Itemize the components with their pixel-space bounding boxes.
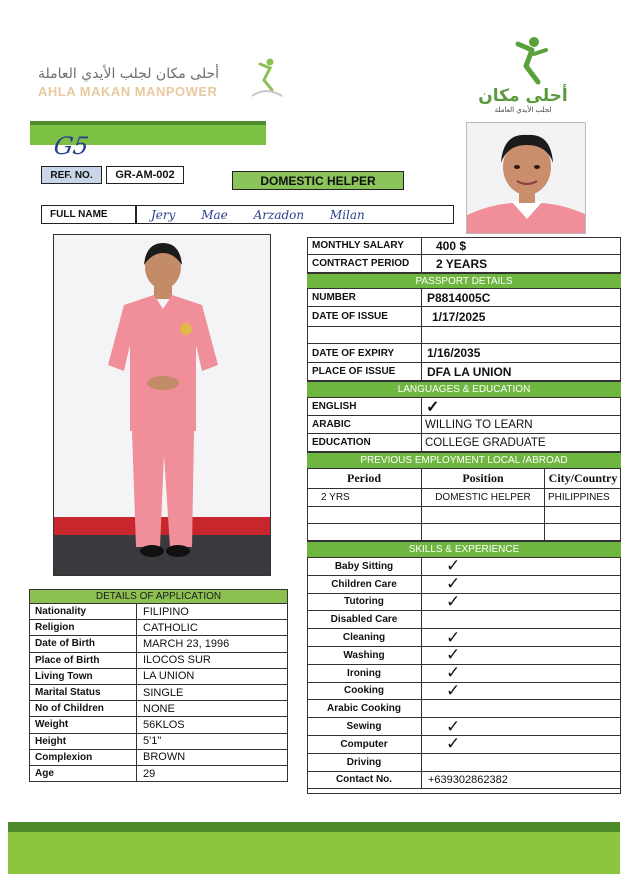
skill-row — [307, 736, 621, 754]
skill-row — [307, 772, 621, 790]
contract-label: CONTRACT PERIOD — [307, 255, 422, 272]
employment-row — [307, 489, 621, 507]
detail-label: Nationality — [30, 604, 137, 619]
skill-check-icon: ✓ — [446, 556, 461, 576]
skill-check-icon: ✓ — [446, 574, 461, 594]
salary-label: MONTHLY SALARY — [307, 237, 422, 254]
detail-label: Place of Birth — [30, 653, 137, 668]
arabic-label: ARABIC — [307, 416, 422, 433]
languages-section-header: LANGUAGES & EDUCATION — [307, 381, 621, 398]
full-name-label: FULL NAME — [41, 205, 136, 224]
blank-cell — [545, 524, 621, 540]
company-logo-small-icon — [246, 56, 286, 102]
salary-row — [307, 237, 621, 255]
detail-row — [29, 636, 288, 652]
detail-row — [29, 620, 288, 636]
skill-label: Contact No. — [307, 772, 422, 789]
country-header: City/Country — [548, 471, 618, 485]
blank-cell — [422, 507, 545, 523]
detail-value: NONE — [143, 702, 175, 715]
arabic-value: WILLING TO LEARN — [425, 418, 533, 431]
detail-row — [29, 653, 288, 669]
passport-number-row — [307, 289, 621, 307]
footer-band-stripe — [8, 822, 620, 832]
skill-row — [307, 665, 621, 683]
english-check-icon: ✓ — [426, 398, 440, 416]
detail-value: SINGLE — [143, 686, 184, 699]
skill-row — [307, 647, 621, 665]
detail-label: Weight — [30, 717, 137, 732]
skill-check-icon: ✓ — [446, 734, 461, 754]
detail-label: Date of Birth — [30, 636, 137, 651]
skill-check-icon — [422, 700, 621, 717]
contact-number-value: +639302862382 — [428, 773, 508, 786]
employment-row — [307, 507, 621, 524]
passport-number-label: NUMBER — [307, 289, 422, 306]
headshot-photo — [466, 122, 586, 234]
detail-value: LA UNION — [143, 670, 195, 683]
skill-check-icon: ✓ — [446, 645, 461, 665]
issue-date-row — [307, 307, 621, 327]
period-header: Period — [307, 469, 422, 488]
skill-label: Computer — [307, 736, 422, 753]
full-body-portrait-image — [54, 235, 271, 576]
detail-value: 5'1" — [143, 735, 162, 748]
blank-cell — [422, 524, 545, 540]
blank-cell — [545, 507, 621, 523]
skill-label: Arabic Cooking — [307, 700, 422, 717]
detail-value: FILIPINO — [143, 605, 189, 618]
skill-label: Disabled Care — [307, 611, 422, 628]
blank-row — [307, 327, 621, 344]
full-body-photo — [53, 234, 271, 576]
employment-position: DOMESTIC HELPER — [422, 489, 545, 506]
place-of-issue-value: DFA LA UNION — [427, 364, 512, 379]
employment-country: PHILIPPINES — [548, 492, 610, 503]
education-row — [307, 434, 621, 452]
ref-no-value: GR-AM-002 — [106, 166, 184, 184]
expiry-date-value: 1/16/2035 — [427, 346, 481, 360]
skill-label: Tutoring — [307, 594, 422, 611]
place-of-issue-row — [307, 363, 621, 381]
company-name-english: AHLA MAKAN MANPOWER — [38, 84, 218, 99]
skill-label: Washing — [307, 647, 422, 664]
detail-label: Complexion — [30, 750, 137, 765]
detail-value: BROWN — [143, 751, 186, 764]
skill-check-icon: ✓ — [446, 627, 461, 647]
detail-label: No of Children — [30, 701, 137, 716]
skills-section-header: SKILLS & EXPERIENCE — [307, 541, 621, 558]
employment-period: 2 YRS — [307, 489, 422, 506]
blank-cell — [307, 327, 422, 343]
skill-row — [307, 683, 621, 701]
skill-check-icon: ✓ — [446, 716, 461, 736]
detail-label: Height — [30, 734, 137, 749]
arabic-row — [307, 416, 621, 434]
blank-cell — [422, 327, 621, 343]
detail-value: MARCH 23, 1996 — [143, 637, 230, 650]
handwritten-code: G5 — [52, 132, 91, 160]
detail-row — [29, 701, 288, 717]
brand-name-arabic: أحلى مكان — [478, 86, 568, 106]
detail-label: Living Town — [30, 669, 137, 684]
contract-row — [307, 255, 621, 273]
detail-value: CATHOLIC — [143, 621, 198, 634]
employment-header-row — [307, 469, 621, 489]
passport-section-header: PASSPORT DETAILS — [307, 273, 621, 289]
detail-row — [29, 604, 288, 620]
skill-row — [307, 718, 621, 736]
detail-row — [29, 766, 288, 782]
skill-row — [307, 611, 621, 629]
ref-no-label: REF. NO. — [41, 166, 102, 184]
detail-label: Religion — [30, 620, 137, 635]
detail-value: 29 — [143, 767, 156, 780]
skill-row — [307, 629, 621, 647]
issue-date-label: DATE OF ISSUE — [307, 307, 422, 326]
detail-label: Age — [30, 766, 137, 781]
contract-value: 2 YEARS — [436, 256, 488, 271]
skill-label: Cooking — [307, 683, 422, 700]
expiry-date-label: DATE OF EXPIRY — [307, 344, 422, 362]
skill-label: Sewing — [307, 718, 422, 735]
detail-label: Marital Status — [30, 685, 137, 700]
detail-row — [29, 685, 288, 701]
skill-check-icon: ✓ — [446, 681, 461, 700]
skill-label: Baby Sitting — [307, 558, 422, 575]
brand-logo-figure-icon — [500, 34, 560, 88]
detail-value: ILOCOS SUR — [143, 654, 211, 667]
education-value: COLLEGE GRADUATE — [425, 436, 546, 449]
details-section-header: DETAILS OF APPLICATION — [29, 589, 288, 604]
skill-check-icon — [422, 611, 621, 628]
english-label: ENGLISH — [307, 398, 422, 415]
skill-row — [307, 558, 621, 576]
employment-row — [307, 524, 621, 541]
skill-row — [307, 700, 621, 718]
detail-row — [29, 669, 288, 685]
company-name-arabic: أحلى مكان لجلب الأيدي العاملة — [38, 66, 220, 82]
skill-check-icon: ✓ — [446, 663, 461, 683]
detail-value: 56KLOS — [143, 718, 185, 731]
skill-check-icon: ✓ — [446, 592, 461, 611]
skill-label: Ironing — [307, 665, 422, 682]
passport-number-value: P8814005C — [427, 290, 491, 305]
skill-check-icon — [422, 754, 621, 771]
skill-row — [307, 594, 621, 612]
detail-row — [29, 717, 288, 733]
blank-cell — [307, 507, 422, 523]
employment-section-header: PREVIOUS EMPLOYMENT LOCAL /ABROAD — [307, 452, 621, 469]
skill-label: Children Care — [307, 576, 422, 593]
issue-date-value: 1/17/2025 — [432, 309, 486, 324]
blank-cell — [307, 524, 422, 540]
headshot-portrait-image — [467, 123, 586, 234]
education-label: EDUCATION — [307, 434, 422, 451]
english-row — [307, 398, 621, 416]
skill-row — [307, 754, 621, 772]
detail-row — [29, 734, 288, 750]
detail-row — [29, 750, 288, 766]
skill-row — [307, 576, 621, 594]
position-header: Position — [422, 469, 545, 488]
skill-label: Cleaning — [307, 629, 422, 646]
full-name-value: Jery Mae Arzadon Milan — [136, 205, 454, 224]
brand-subtitle-arabic: لجلب الأيدي العاملة — [494, 106, 552, 114]
skill-label: Driving — [307, 754, 422, 771]
place-of-issue-label: PLACE OF ISSUE — [307, 363, 422, 380]
position-title: DOMESTIC HELPER — [232, 171, 404, 190]
salary-value: 400 $ — [436, 238, 467, 253]
expiry-date-row — [307, 344, 621, 363]
